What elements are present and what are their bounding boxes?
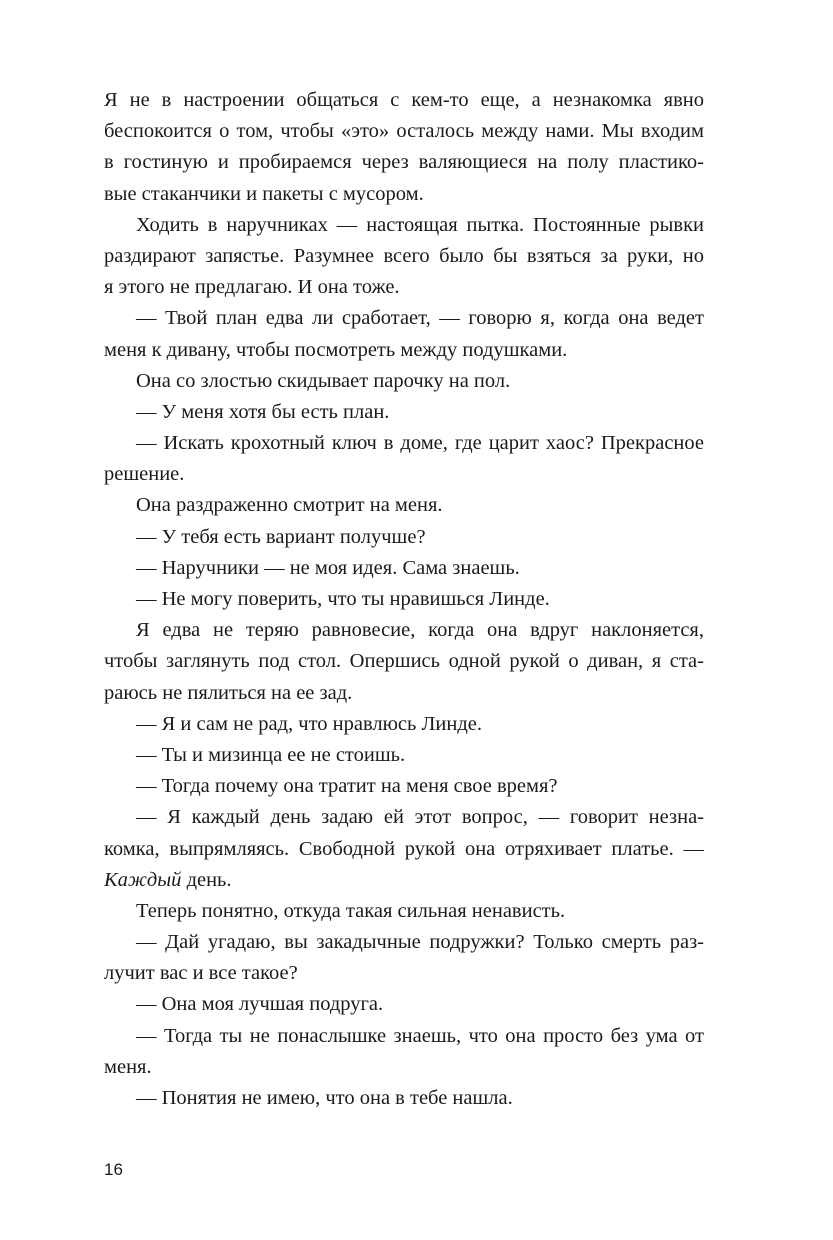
text-line: — Твой план едва ли сработает, — говорю я, когда она ведет (136, 307, 704, 330)
text-line: беспокоится о том, чтобы «это» осталось между нами. Мы входим (104, 120, 704, 143)
text-line: Я едва не теряю равновесие, когда она вдруг наклоняется, (136, 619, 704, 642)
text-line: в гостиную и пробираемся через валяющиеся на полу пластико- (104, 151, 704, 174)
text-line: я этого не предлагаю. И она тоже. (104, 276, 400, 299)
text-line: — Искать крохотный ключ в доме, где царит хаос? Прекрасное (136, 432, 704, 455)
text-line: — Я и сам не рад, что нравлюсь Линде. (136, 712, 483, 735)
text-line: Ходить в наручниках — настоящая пытка. Постоянные рывки (136, 213, 704, 236)
text-line: — Тогда ты не понаслышке знаешь, что она просто без ума от (136, 1024, 704, 1047)
text-line: раюсь не пялиться на ее зад. (104, 681, 353, 704)
text-line: меня. (104, 1055, 152, 1078)
text-line: чтобы заглянуть под стол. Опершись одной рукой о диван, я ста- (104, 650, 704, 673)
text-line: — У тебя есть вариант получше? (136, 525, 426, 548)
text-line: — Дай угадаю, вы закадычные подружки? Только смерть раз- (136, 931, 704, 954)
text-line: Я не в настроении общаться с кем-то еще, а незнакомка явно (104, 89, 704, 111)
text-fragment: день. (181, 868, 232, 891)
page-number: 16 (104, 1160, 123, 1179)
text-line: — Понятия не имею, что она в тебе нашла. (136, 1087, 513, 1109)
text-line: Теперь понятно, откуда такая сильная ненависть. (136, 899, 566, 922)
text-line: — У меня хотя бы есть план. (136, 400, 390, 423)
text-line: раздирают запястье. Разумнее всего было бы взяться за руки, но (104, 244, 704, 267)
text-line: Она раздраженно смотрит на меня. (136, 494, 443, 517)
text-line: — Не могу поверить, что ты нравишься Линде. (136, 588, 550, 610)
page-text (104, 85, 704, 1114)
italic-word: Каждый (104, 868, 182, 891)
text-line: меня к дивану, чтобы посмотреть между подушками. (104, 338, 568, 361)
text-line: — Она моя лучшая подруга. (136, 993, 384, 1016)
text-line: решение. (104, 463, 185, 486)
text-line: лучит вас и все такое? (104, 962, 298, 985)
text-line: комка, выпрямляясь. Свободной рукой она отряхивает платье. — (104, 837, 704, 860)
text-line: Она со злостью скидывает парочку на пол. (136, 369, 511, 392)
text-line: вые стаканчики и пакеты с мусором. (104, 182, 424, 205)
text-line: — Ты и мизинца ее не стоишь. (136, 743, 406, 766)
text-line: — Я каждый день задаю ей этот вопрос, — говорит незна- (136, 806, 704, 829)
text-line (104, 865, 704, 896)
text-line: — Наручники — не моя идея. Сама знаешь. (136, 556, 520, 579)
text-line: — Тогда почему она тратит на меня свое время? (136, 775, 558, 798)
